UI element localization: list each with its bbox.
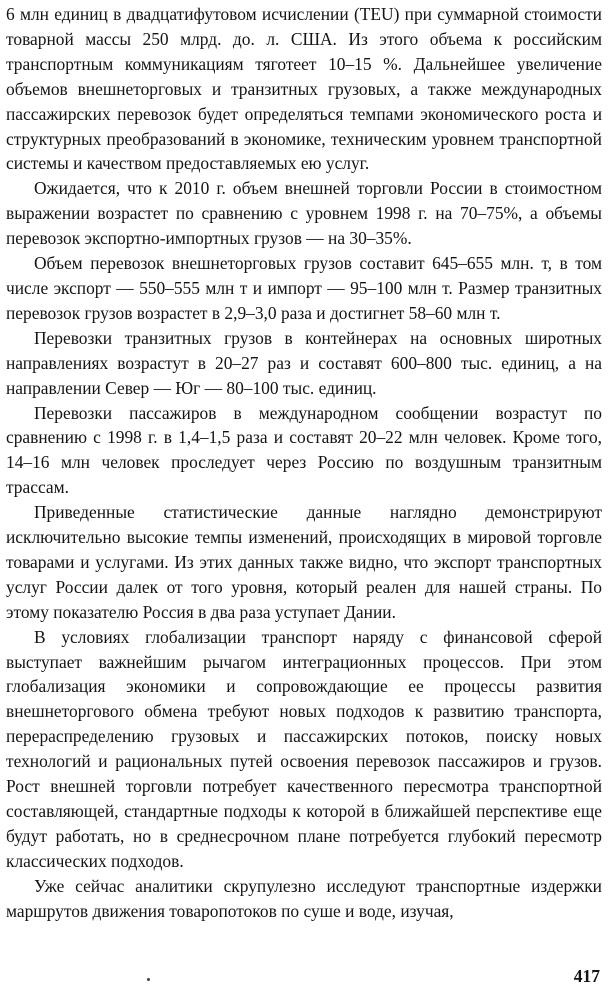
paragraph-globalization: В условиях глобализации транспорт наряду с финансовой сферой выступает важнейшим рычагом интеграционных процессов. При этом глобализация экономики и сопровождающие ее процессы развития внешнеторгового обмена требуют новых подходов к развитию транспорта, перераспределению грузовых и пассажирских потоков, поиску новых технологий и рациональных путей освоения перевозок пассажиров и грузов. Рост внешней торговли потребует качественного пересмотра транспортной составляющей, стандартные подходы к которой в ближайшей перспективе еще будут работать, но в среднесрочном плане потребуется глубокий пересмотр классических подходов. xyxy=(6,626,602,871)
scan-speck xyxy=(147,978,150,981)
paragraph-analysts: Уже сейчас аналитики скрупулезно исследуют транспортные издержки маршрутов движения товаропотоков по суше и воде, изучая, xyxy=(6,875,602,921)
paragraph-cargo-volume: Объем перевозок внешнеторговых грузов составит 645–655 млн. т, в том числе экспорт — 550–555 млн т и импорт — 95–100 млн т. Размер транзитных перевозок грузов возрастет в 2,9–3,0 раза и достигнет 58–60 млн т. xyxy=(6,253,602,323)
paragraph-container-transit: Перевозки транзитных грузов в контейнерах на основных широтных направлениях возрастут в 20–27 раз и составят 600–800 тыс. единиц, а на направлении Север — Юг — 80–100 тыс. единиц. xyxy=(6,327,602,398)
page-number: 417 xyxy=(573,966,600,986)
paragraph-statistics-summary: Приведенные статистические данные наглядно демонстрируют исключительно высокие темпы изменений, происходящих в мировой торговле товарами и услугами. Из этих данных также видно, что экспорт транспортных услуг России далек от того уровня, который реален для нашей страны. По этому показателю Россия в два раза уступает Дании. xyxy=(6,502,602,622)
paragraph-trade-forecast: Ожидается, что к 2010 г. объем внешней торговли России в стоимостном выражении возрастет по сравнению с уровнем 1998 г. на 70–75%, а объемы перевозок экспортно-импортных грузов — на 30–35%. xyxy=(6,178,602,249)
paragraph-teu-volumes: 6 млн единиц в двадцатифутовом исчислении (TEU) при суммарной стоимости товарной массы 250 млрд. до. л. США. Из этого объема к российским транспортным коммуникациям тяготеет 10–15 %. Дальнейшее увеличение объемов внешнеторговых и транзитных грузовых, а также международных пассажирских перевозок будет определяться темпами экономического роста и структурных преобразований в экономике, техническим уровнем транспортной системы и качеством предоставляемых ею услуг. xyxy=(6,4,602,174)
paragraph-passenger-traffic: Перевозки пассажиров в международном сообщении возрастут по сравнению с 1998 г. в 1,4–1,5 раза и составят 20–22 млн человек. Кроме того, 14–16 млн человек проследует через Россию по воздушным транзитным трассам. xyxy=(6,402,602,498)
